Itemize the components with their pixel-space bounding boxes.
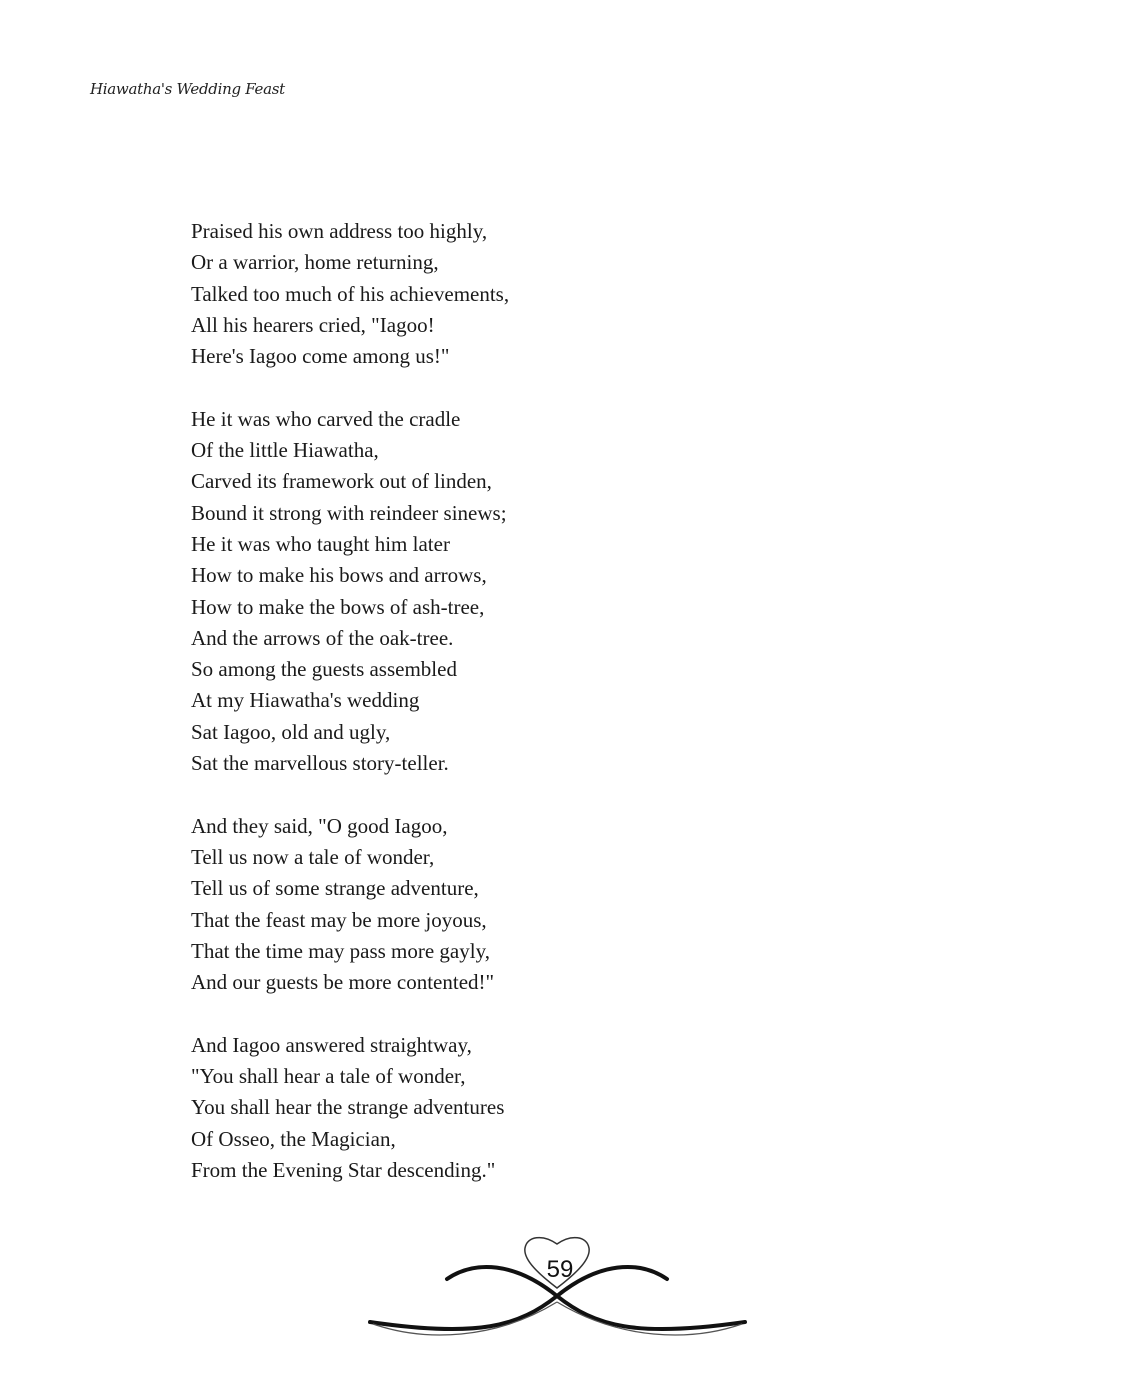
poem-line: From the Evening Star descending." (191, 1157, 496, 1182)
poem-line: Talked too much of his achievements, (191, 281, 510, 306)
poem-line: You shall hear the strange adventures (191, 1095, 505, 1120)
poem-line: Bound it strong with reindeer sinews; (191, 500, 507, 525)
poem-line: And our guests be more contented!" (191, 970, 495, 995)
heart-swirl-ornament-icon (365, 1230, 750, 1350)
poem-line: Carved its framework out of linden, (191, 469, 492, 494)
page-number: 59 (546, 1256, 574, 1283)
poem-line: Tell us of some strange adventure, (191, 876, 479, 901)
poem-line: He it was who taught him later (191, 531, 450, 556)
stanza (191, 216, 509, 372)
poem-line: Or a warrior, home returning, (191, 250, 439, 275)
poem-line: Tell us now a tale of wonder, (191, 844, 435, 869)
poem-line: Here's Iagoo come among us!" (191, 344, 450, 369)
stanza (191, 1030, 509, 1186)
poem-line: Of the little Hiawatha, (191, 438, 379, 463)
poem-line: That the feast may be more joyous, (191, 907, 487, 932)
running-header: Hiawatha's Wedding Feast (90, 80, 285, 98)
stanza (191, 811, 509, 999)
poem-line: "You shall hear a tale of wonder, (191, 1064, 466, 1089)
poem-line: And they said, "O good Iagoo, (191, 813, 448, 838)
poem-line: All his hearers cried, "Iagoo! (191, 312, 435, 337)
poem-line: And Iagoo answered straightway, (191, 1032, 472, 1057)
poem-line: He it was who carved the cradle (191, 406, 461, 431)
poem-line: How to make the bows of ash-tree, (191, 594, 485, 619)
swirl-left-upper (447, 1267, 745, 1329)
poem-line: So among the guests assembled (191, 657, 457, 682)
poem-line: How to make his bows and arrows, (191, 563, 487, 588)
poem-line: Sat Iagoo, old and ugly, (191, 719, 391, 744)
poem-line: And the arrows of the oak-tree. (191, 625, 454, 650)
poem-line: Of Osseo, the Magician, (191, 1126, 396, 1151)
poem-body (191, 216, 509, 1218)
poem-line: Sat the marvellous story-teller. (191, 751, 449, 776)
poem-line: Praised his own address too highly, (191, 219, 488, 243)
poem-line: That the time may pass more gayly, (191, 938, 490, 963)
swirl-right-upper (370, 1267, 667, 1329)
poem-line: At my Hiawatha's wedding (191, 688, 420, 713)
stanza (191, 404, 509, 780)
